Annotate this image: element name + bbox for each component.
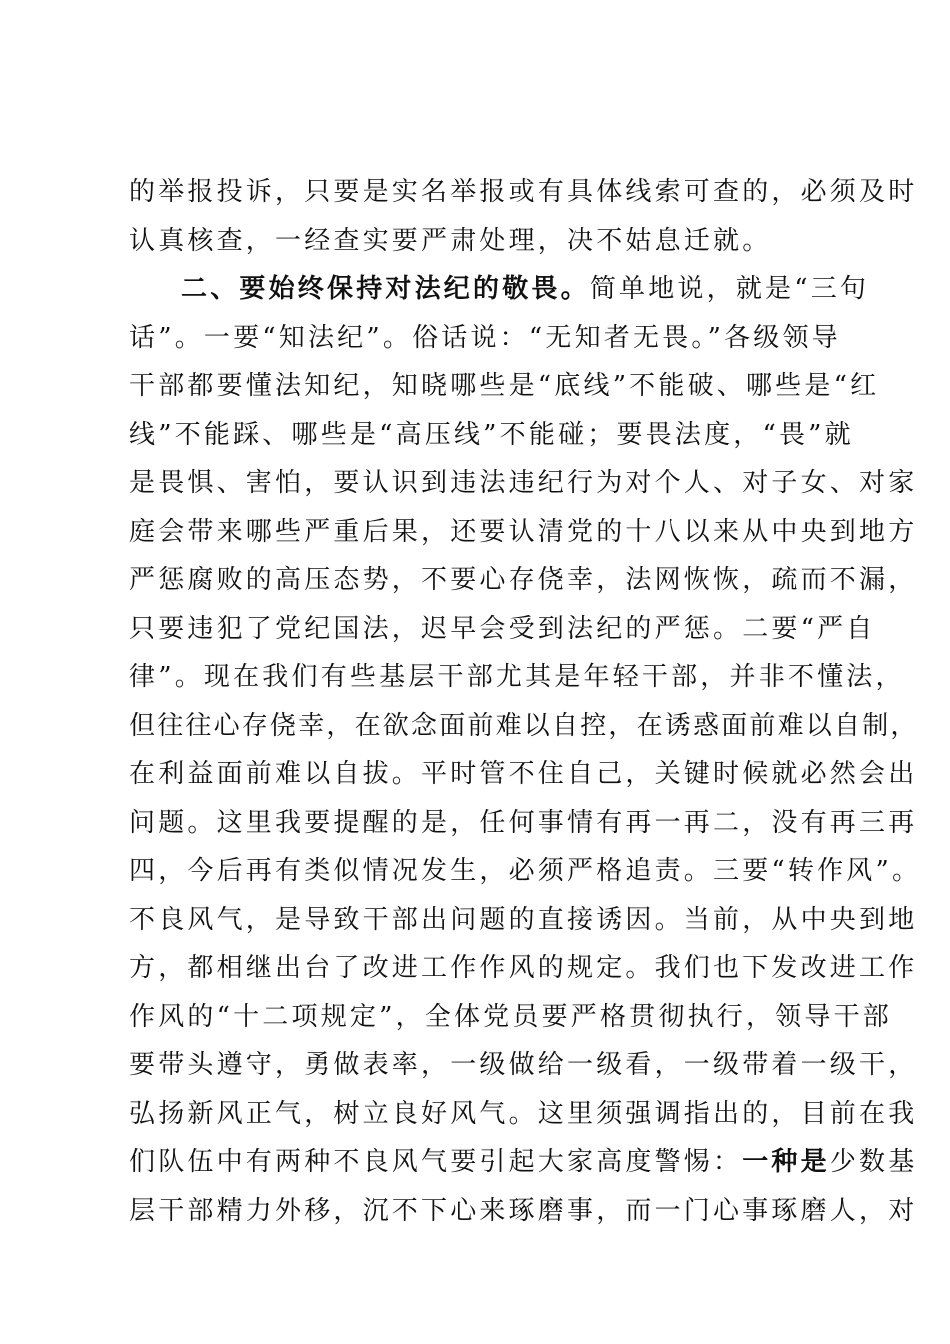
section-two-intro: 简单地说，就是“三句 (589, 274, 870, 304)
text-line: 不良风气，是导致干部出问题的直接诱因。当前，从中央到地 (129, 904, 918, 935)
text-segment: 们队伍中有两种不良风气要引起大家高度警惕： (129, 1147, 743, 1177)
text-line: 话”。一要“知法纪”。俗话说：“无知者无畏。”各级领导 (129, 322, 841, 353)
text-line: 是畏惧、害怕，要认识到违法违纪行为对个人、对子女、对家 (129, 468, 918, 498)
text-line: 四，今后再有类似情况发生，必须严格追责。三要“转作风”。 (129, 856, 922, 886)
text-line: 认真核查，一经查实要严肃处理，决不姑息迁就。 (129, 225, 772, 256)
text-line: 弘扬新风正气，树立良好风气。这里须强调指出的，目前在我 (129, 1098, 918, 1129)
emphasis-phrase: 一种是 (742, 1147, 830, 1177)
text-line: 律”。现在我们有些基层干部尤其是年轻干部，并非不懂法， (129, 662, 905, 692)
text-line: 干部都要懂法知纪，知晓哪些是“底线”不能破、哪些是“红 (129, 371, 880, 401)
text-line: 但往往心存侥幸，在欲念面前难以自控，在诱惑面前难以自制， (129, 710, 919, 741)
document-body (129, 168, 922, 1235)
text-line: 严惩腐败的高压态势，不要心存侥幸，法网恢恢，疏而不漏， (129, 565, 918, 595)
text-line: 庭会带来哪些严重后果，还要认清党的十八以来从中央到地方 (129, 516, 918, 547)
text-line: 层干部精力外移，沉不下心来琢磨事，而一门心事琢磨人，对 (129, 1195, 918, 1226)
section-two-heading: 二、要始终保持对法纪的敬畏。 (181, 274, 590, 304)
text-line: 问题。这里我要提醒的是，任何事情有再一再二，没有再三再 (129, 807, 918, 838)
text-line: 方，都相继出台了改进工作作风的规定。我们也下发改进工作 (129, 953, 918, 983)
text-line-with-emphasis (129, 1138, 918, 1187)
section-two-first-line (129, 265, 870, 314)
text-line: 只要违犯了党纪国法，迟早会受到法纪的严惩。二要“严自 (129, 613, 876, 644)
text-line: 线”不能踩、哪些是“高压线”不能碰；要畏法度，“畏”就 (129, 419, 854, 450)
text-line: 的举报投诉，只要是实名举报或有具体线索可查的，必须及时 (129, 177, 918, 207)
text-line: 在利益面前难以自拔。平时管不住自己，关键时候就必然会出 (129, 759, 918, 789)
text-line: 作风的“十二项规定”，全体党员要严格贯彻执行，领导干部 (129, 1001, 892, 1032)
text-segment: 少数基 (829, 1147, 918, 1177)
text-line: 要带头遵守，勇做表率，一级做给一级看，一级带着一级干， (129, 1050, 918, 1080)
